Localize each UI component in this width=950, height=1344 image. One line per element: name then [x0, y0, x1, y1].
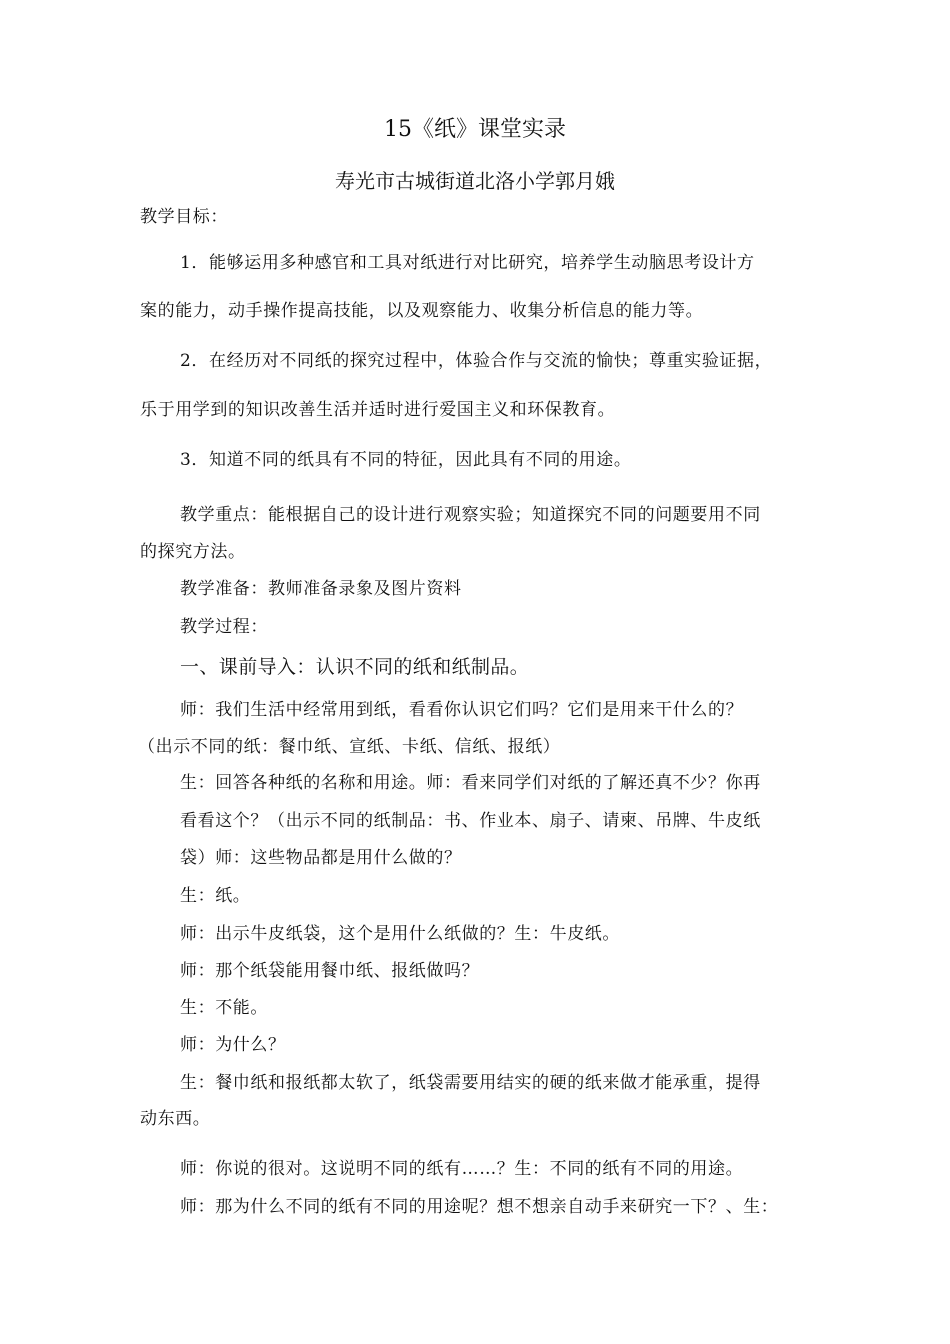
dialogue-line: 袋）师：这些物品都是用什么做的？: [180, 848, 462, 868]
dialogue-line: 师：那为什么不同的纸有不同的用途呢？想不想亲自动手来研究一下？、生：: [180, 1197, 779, 1217]
dialogue-line: （出示不同的纸：餐巾纸、宣纸、卡纸、信纸、报纸）: [138, 737, 561, 757]
goal-2-line-2: 乐于用学到的知识改善生活并适时进行爱国主义和环保教育。: [140, 400, 616, 420]
key-points-line-2: 的探究方法。: [140, 542, 246, 562]
key-points-line-1: 教学重点：能根据自己的设计进行观察实验；知道探究不同的问题要用不同: [180, 505, 761, 525]
page-title: 15《纸》课堂实录: [384, 117, 566, 142]
author-line: 寿光市古城街道北洛小学郭月娥: [335, 169, 615, 193]
goal-1-line-2: 案的能力，动手操作提高技能，以及观察能力、收集分析信息的能力等。: [140, 301, 704, 321]
goal-2-line-1: 2．在经历对不同纸的探究过程中，体验合作与交流的愉快；尊重实验证据，: [180, 351, 773, 371]
dialogue-line: 师：我们生活中经常用到纸，看看你认识它们吗？它们是用来干什么的？: [180, 700, 744, 720]
dialogue-line: 生：餐巾纸和报纸都太软了，纸袋需要用结实的硬的纸来做才能承重，提得: [180, 1073, 761, 1093]
dialogue-line: 生：回答各种纸的名称和用途。师：看来同学们对纸的了解还真不少？你再: [180, 773, 761, 793]
dialogue-line: 师：那个纸袋能用餐巾纸、报纸做吗？: [180, 961, 480, 981]
section-1-heading: 一、课前导入：认识不同的纸和纸制品。: [180, 656, 530, 678]
goals-heading: 教学目标：: [140, 207, 228, 227]
dialogue-line: 师：为什么？: [180, 1035, 286, 1055]
dialogue-line: 生：纸。: [180, 886, 251, 906]
dialogue-line: 生：不能。: [180, 998, 268, 1018]
dialogue-line: 看看这个？（出示不同的纸制品：书、作业本、扇子、请柬、吊牌、牛皮纸: [180, 811, 761, 831]
dialogue-line: 师：出示牛皮纸袋，这个是用什么纸做的？生：牛皮纸。: [180, 924, 620, 944]
dialogue-line: 师：你说的很对。这说明不同的纸有……？生：不同的纸有不同的用途。: [180, 1159, 744, 1179]
preparation: 教学准备：教师准备录象及图片资料: [180, 579, 462, 599]
goal-3: 3．知道不同的纸具有不同的特征，因此具有不同的用途。: [180, 450, 632, 470]
process-heading: 教学过程：: [180, 617, 268, 637]
goal-1-line-1: 1．能够运用多种感官和工具对纸进行对比研究，培养学生动脑思考设计方: [180, 253, 755, 273]
dialogue-line: 动东西。: [140, 1109, 211, 1129]
